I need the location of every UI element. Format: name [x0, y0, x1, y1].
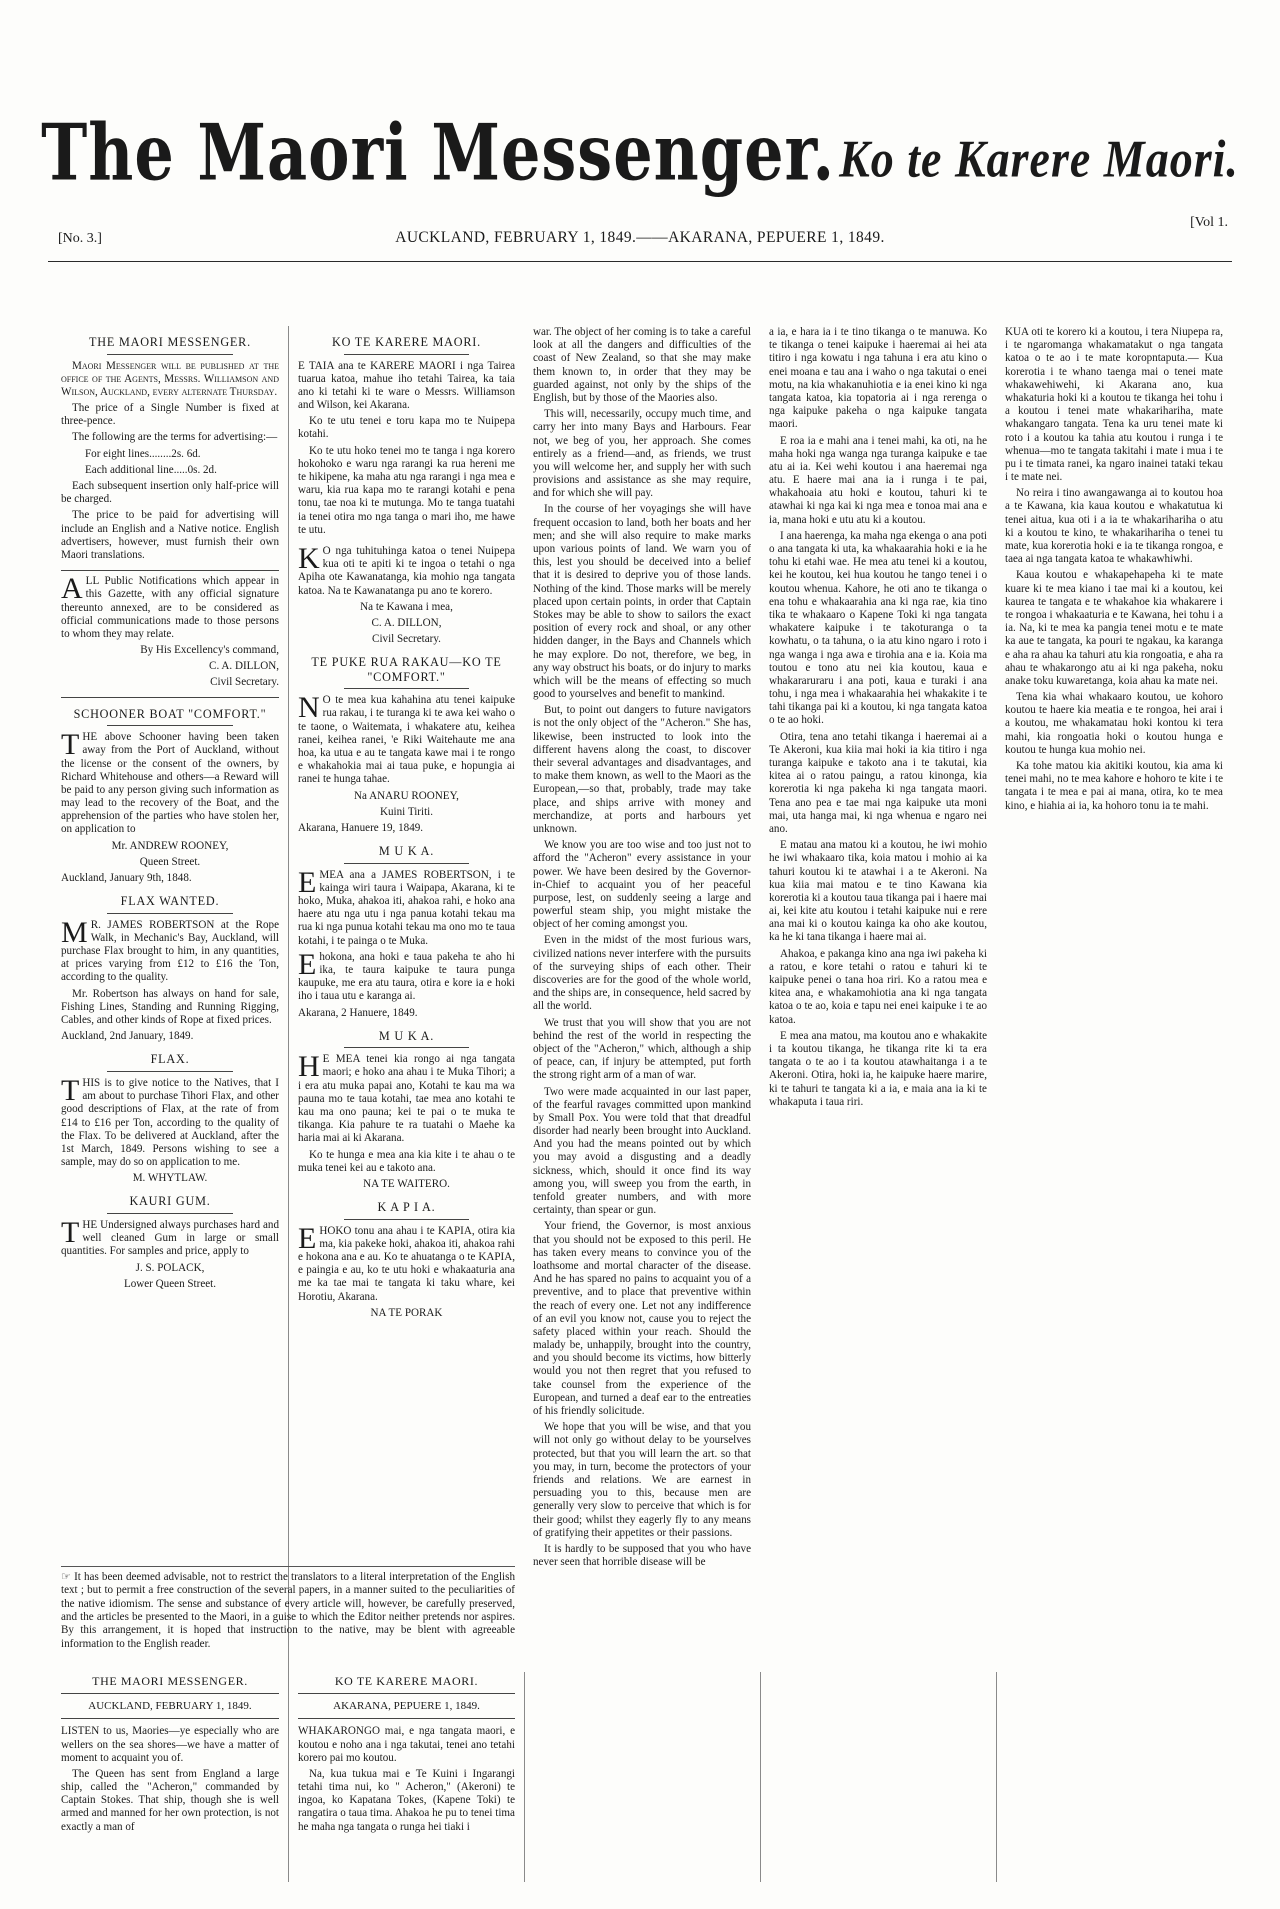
divider [298, 1693, 515, 1694]
col2-p5-date: Akarana, Hanuere 19, 1849. [298, 821, 424, 834]
col4-p2: E roa ia e mahi ana i tenei mahi, ka oti, na he maha hoki nga wanga nga turanga kaipuke e tae atu ai ia. Kei wehi koutou i ana haeremai nga atu. E haere mai ana ia i runga i te pai, whakahoaia atu hoki e koutou, tahuri ki te atawhai ki nga kai ki nga mea e tonoa mai ana e ia, mana hoki e utu atu ki a koutou. [769, 434, 987, 526]
column-3 [524, 326, 760, 1846]
col4-p3: I ana haerenga, ka maha nga ekenga o ana poti o ana tangata ki uta, ka whakaarahia hoki e ia he tohu ki etahi wae. He mea atu tenei ki a koutou, kei he koutou, kei hua koutou he tango tenei i o koutou whenua. Kahore, he oti ano te tikanga o ena tohu e whakaarahia ana ki nga rae, kia tino tika te whakaaro o Kapene Toki ki nga tangata whakatere kaipuke i te takoturanga o ta kowhatu, o ta tahuna, o ia atu kino ngaro i roto i nga wanga i nga awa e tirohia ana e ia. Koia ma toutou e tono atu nei kia koutou, kaua e whakararuraru i ana poti, kaua e turaki i ana tohu, i nga mea i whakaarahia hei whakakite i te tahi tikanga pai ki a koutou, ki nga tangata katoa o te ao hoki. [769, 529, 987, 727]
column-4 [760, 326, 996, 1846]
col1-p10-date: Auckland, 2nd January, 1849. [61, 1030, 194, 1043]
column-5 [996, 326, 1232, 1846]
col4-p7: E mea ana matou, ma koutou ano e whakakite i ta koutou tikanga, he tikanga rite ki ta era tangata o te ao i ta koutou atawhaitanga i a te Akeroni. Otira, hoki ia, he kaipuke haere marire, ki te tahuri te tangata ki a ia, e maia ana ia ki te whakaputa i taua riri. [769, 1029, 987, 1108]
col2-p1: E TAIA ana te KARERE MAORI i nga Tairea tuarua katoa, mahue iho tetahi Tairea, ka taia ano ki tetahi ki te ware o Messrs. Williamson and Wilson, kei Akarana. [298, 359, 515, 412]
bottom-col2-p1: WHAKARONGO mai, e nga tangata maori, e koutou e noho ana i nga takutai, tenei ano tetahi korero pai mo koutou. [298, 1725, 515, 1764]
bottom-col1-p1: LISTEN to us, Maories—ye especially who are wellers on the sea shores—we have a matter of moment to acquaint you of. [61, 1725, 279, 1764]
col3-p2: This will, necessarily, occupy much time, and carry her into many Bays and Harbours. Fear not, we beg of you, her approach. She comes entirely as a friend—and, as friends, we trust you will welcome her, and supply her with such provisions and assistance as she may require, and for which she will pay. [533, 408, 751, 500]
col1-p11: THIS is to give notice to the Natives, that I am about to purchase Tihori Flax, and other good descriptions of Flax, at the rate of from £14 to £16 per Ton, according to the quality of the Flax. To be delivered at Auckland, after the 1st March, 1849. Persons wishing to see a sample, may do so on application to me. [61, 1073, 279, 1169]
header-rule [48, 261, 1232, 262]
col2-p9-sig: NA TE WAITERO. [363, 1177, 450, 1190]
bottom-head-english: THE MAORI MESSENGER. [92, 1674, 248, 1688]
divider [298, 1718, 515, 1719]
col4-p5: E matau ana matou ki a koutou, he iwi mohio he iwi whakaaro tika, koia matou i mohio ai ka tahuri koutou ki te atawhai i a te Akeroni. Na kua kiia mai matou e te tino Kawana kia korerotia ki a koutou taua tikanga pai i haere mai ai, kei kite atu koutou i tetahi kaipuke nui e rere ana mai ki o koutou kainga ka oho ake koutou, ka he ki tana tikanga i haere mai ai. [769, 839, 987, 944]
divider [61, 1693, 279, 1694]
volume-number: [Vol 1. [1190, 215, 1228, 230]
col1-notice-sig2: C. A. DILLON, [209, 660, 279, 673]
col2-p4-sig2: C. A. DILLON, [371, 616, 442, 629]
col1-p12: THE Undersigned always purchases hard and well cleaned Gum in large or small quantities. For samples and price, apply to [61, 1215, 279, 1258]
col4-p11: Tena kia whai whakaaro koutou, ue kohoro koutou te haere kia meatia e te rongoa, hei arai i a koutou, me whakamatau hoki kontou ki tera mahi, kia rongoatia hoki o koutou hunga e koutou te hunga kua mohio nei. [1005, 691, 1223, 756]
col2-p7: Ehokona, ana hoki e taua pakeha te aho hi ika, te taura kaipuke te taura punga kaupuke, me era atu taura, otira e kore ia e hoki iho i taua utu e karanga ai. [298, 947, 515, 1003]
col1-rate-1: For eight lines........2s. 6d. [85, 447, 201, 460]
divider [107, 913, 233, 914]
bottom-column-5-spacer [996, 1672, 1232, 1882]
bottom-column-2 [288, 1672, 524, 1882]
bottom-col1-p2: The Queen has sent from England a large ship, called the "Acheron," commanded by Captain Stokes. That ship, though she is well armed and manned for her own protection, is not exactly a man of [61, 1767, 279, 1833]
divider [344, 1219, 469, 1220]
col2-p5-sig2: Kuini Tiriti. [379, 805, 434, 818]
col1-p10: Mr. Robertson has always on hand for sale, Fishing Lines, Standing and Running Rigging, Cables, and other kinds of Rope at fixed prices. [61, 987, 279, 1027]
divider [344, 1047, 469, 1048]
col4-p12: Ka tohe matou kia akitiki koutou, kia ama ki tenei mahi, no te mea kahore e hohoro te kite i te tangata i te mea e pai ai mana, otira, ko te mea kino, e hiahia ai ia, ka hohoro tonu ia te mahi. [1005, 760, 1223, 812]
bottom-column-3-spacer [524, 1672, 760, 1882]
col4-p8: KUA oti te korero ki a koutou, i tera Niupepa ra, i te ngaromanga whakamatakut o nga tangata katoa o te ao i te mate koropntaputa.— Kua korerotia i te whano taenga mai o tenei mate whakawehiwehi, ki Akarana ano, kua whakaturia hoki ki a koutou te tikanga hei tohu i a koutou i tenei mate whakarihariha, mate whakangaro tangata. Tena ka uru tenei mate ki roto i a koutou ka tahia atu koutou i runga i te whenua—mo te tangata takitahi i mate i mua i te pu i te timata ranei, ka ngaro inainei tataki tekau i te mate nei. [1005, 326, 1223, 484]
col1-p11-sig: M. WHYTLAW. [132, 1172, 208, 1185]
col2-p10: EHOKO tonu ana ahau i te KAPIA, otira kia ma, kia pakeke hoki, ahakoa iti, ahakoa rahi e hokona ana e au. Ko te ahuatanga o te KAPIA, e paingia e au, ko te utu hoki e whakaaturia ana me ka tae mai te tangata ki taku whare, kei Horotiu, Akarana. [298, 1221, 515, 1303]
col2-head-muka-2: M U K A. [378, 1028, 435, 1043]
editor-footnote [52, 1566, 524, 1654]
col1-p6: Each subsequent insertion only half-price will be charged. [61, 480, 279, 506]
col1-head-kauri-gum: KAURI GUM. [129, 1194, 211, 1209]
issue-number: [No. 3.] [58, 231, 102, 246]
col2-head-muka-1: M U K A. [378, 844, 435, 859]
col3-p11: It is hardly to be supposed that you who have never seen that horrible disease will be [533, 1542, 751, 1569]
col2-p5: NO te mea kua kahahina atu tenei kaipuke rua rakau, i te turanga ki te awa kei waho o te taone, o Waitemata, i whakatere atu, keihea ranei, keihea ranei, 'e Riki Waitehaute me ana hoa, ka utua e au te tangata kawe mai i te rongo e whakahokia mai ai taua puke, e hopungia ai ranei te hunga tahae. [298, 691, 515, 786]
divider [61, 1718, 279, 1719]
divider [107, 1213, 233, 1214]
bottom-date-maori: AKARANA, PEPUERE 1, 1849. [333, 1700, 480, 1713]
col2-head-kapia: K A P I A. [377, 1200, 436, 1215]
col1-notice-sig3: Civil Secretary. [210, 676, 279, 689]
col2-p3: Ko te utu hoko tenei mo te tanga i nga korero hokohoko e waru nga rarangi ka rua hereni me te hikipene, ka maha atu nga rarangi i nga mea e waru, kia rua kapa mo te rarangi kotahi e pena tonu, tae noa ki te mutunga. Mo te tanga tuatahi ia tenei otira mo nga tanga o mari iho, me hawe te utu. [298, 444, 515, 536]
divider [344, 688, 469, 689]
col1-p8: THE above Schooner having been taken away from the Port of Auckland, without the license or the consent of the owners, by Richard Whitehouse and others—a Reward will be paid to any person giving such information as may lead to the recovery of the Boat, and the apprehension of the parties who have stolen her, on application to [61, 728, 279, 836]
divider [107, 725, 233, 726]
col3-p5: We know you are too wise and too just not to afford the "Acheron" every assistance in your power. We have been desired by the Governor-in-Chief to acquaint you of her peaceful purpose, lest, on suddenly seeing a large and powerful steam ship, you might mistake the object of her coming amongst you. [533, 839, 751, 931]
bottom-head-maori: KO TE KARERE MAORI. [334, 1674, 479, 1688]
pointing-hand-icon: ☞ [61, 1571, 71, 1583]
col3-p8: Two were made acquainted in our last paper, of the fearful ravages committed upon mankind by Small Pox. You were told that that dreadful disorder had nearly been brought into Auckland. And you had the means pointed out by which you may avoid a disgusting and a deadly sickness, which, should it once find its way among you, will sweep you from the earth, in tenfold greater numbers, and with more certainty, than spear or gun. [533, 1085, 751, 1217]
col1-head-flax: FLAX. [150, 1052, 190, 1067]
bottom-column-1 [52, 1672, 288, 1882]
divider [344, 354, 469, 355]
official-notice [61, 570, 279, 698]
col3-p6: Even in the midst of the most furious wars, civilized nations never interfere with the pursuits of the surveying ships of each other. Their discoveries are for the good of the whole world, and the ships are, in consequence, held sacred by all the world. [533, 934, 751, 1013]
col1-p1: Maori Messenger will be published at the office of the Agents, Messrs. Williamson and Wilson, Auckland, every alternate Thursday. [61, 359, 279, 398]
col2-head-comfort: TE PUKE RUA RAKAU—KO TE "COMFORT." [311, 655, 502, 684]
col2-head-karere: KO TE KARERE MAORI. [331, 335, 482, 349]
divider [344, 863, 469, 864]
divider [107, 354, 233, 355]
col3-p9: Your friend, the Governor, is most anxious that you should not be exposed to this peril. He has taken every means to convince you of the loathsome and mortal character of the disease. And he has spared no pains to acquaint you of a preventive, and to place that preventive within the reach of every one. Let not any indifference of an evil you know not, cause you to reject the safety placed within your reach. Should the malady be, unhappily, brought into the country, and you should become its victims, how bitterly would you not then regret that you refused to take counsel from the experience of the European, and turned a deaf ear to the entreaties of his friendly solicitude. [533, 1220, 751, 1417]
col1-p9: MR. JAMES ROBERTSON at the Rope Walk, in Mechanic's Bay, Auckland, will purchase Flax brought to him, in any quantities, at prices varying from £12 to £16 the Ton, according to the quality. [61, 915, 279, 984]
col2-p4: KO nga tuhituhinga katoa o tenei Nuipepa kua oti te apiti ki te ingoa o tetahi o nga Apiha ote Kawanatanga, kia mohio nga tangata katoa. Na te Kawanatanga pu ano te korero. [298, 541, 515, 597]
col4-p1: a ia, e hara ia i te tino tikanga o te manuwa. Ko te tikanga o tenei kaipuke i haeremai ai hei ata titiro i nga kowatu i nga tahuna i era atu kino o enei moana e tau ana i waho o nga takutai o enei motu, na kia whakanuhiotia e ia enei kino ki nga tangata katoa, kia topatoria ai i nga rerenga o nga kaipuke pakeha o nga kaipuke tangata maori. [769, 326, 987, 431]
col1-p3: The following are the terms for advertising:— [72, 431, 278, 444]
col1-notice: ALL Public Notifications which appear in this Gazette, with any official signature thereunto annexed, are to be considered as official communications made to those persons to whom they may relate. [61, 572, 279, 640]
col4-p6: Ahakoa, e pakanga kino ana nga iwi pakeha ki a ratou, e kore tetahi o ratou e tahuri ki te kaipuke penei o tana hoa riri. Ko a ratou mea e kitea ana, e whakamohiotia ana ki nga tangata katoa o te ao, koia e tapu nei enei kaipuke i te ao katoa. [769, 947, 987, 1026]
col3-p10: We hope that you will be wise, and that you will not only go without delay to be yourselves protected, but that you will learn the art. so that you may, in turn, become the protectors of your friends and relations. We are earnest in persuading you to this, because men are generally very slow to perceive that which is for their good; whilst they eagerly fly to any means of gratifying their appetites or their passions. [533, 1421, 751, 1539]
bottom-date-english: AUCKLAND, FEBRUARY 1, 1849. [88, 1700, 252, 1713]
col1-p8-sig2: Queen Street. [139, 855, 201, 868]
col1-head-messenger: THE MAORI MESSENGER. [89, 335, 251, 349]
col2-p9: Ko te hunga e mea ana kia kite i te ahau o te muka tenei kei au e takoto ana. [298, 1148, 515, 1174]
masthead-subtitle: Ko te Karere Maori. [839, 129, 1239, 188]
col1-p12-sig1: J. S. POLACK, [135, 1261, 205, 1274]
col3-p4: But, to point out dangers to future navigators is not the only object of the "Acheron." She has, likewise, been instructed to look into the different havens along the coast, to discover their several advantages and disadvantages, and to make them known, as well to the Maori as the European,—so that, probably, trade may take place, and ships arrive with money and merchandize, at ports and harbours yet unknown. [533, 704, 751, 835]
bottom-columns [52, 1672, 1232, 1882]
col1-p2: The price of a Single Number is fixed at three-pence. [61, 402, 279, 428]
col2-p8: HE MEA tenei kia rongo ai nga tangata maori; e hoko ana ahau i te Muka Tihori; a i era atu muka papai ano, Kotahi te kau ma wa pauna mo te taua kotahi, tae mea ano kotahi te kau ma ono pauna; kei te pai o te muka te tikanga. Kia pahure te ra tuatahi o Maehe ka haria mai ai ki Akarana. [298, 1050, 515, 1145]
col3-p3: In the course of her voyagings she will have frequent occasion to land, both her boats and her men; and she will also require to make marks upon various points of land. We warn you of this, lest you should be deceived into a belief that it is desired to deprive you of those lands. Nothing of the kind. Those marks will be merely placed upon certain points, in order that Captain Stokes may be able to show to sailors the exact position of every rock and shoal, or any other hidden danger, in the Bays and Channels which he may explore. Do not, therefore, we beg, in any way obstruct his boats, or do injury to marks which will be the means of effecting so much good to yourselves and benefit to mankind. [533, 503, 751, 701]
col2-p6: EMEA ana a JAMES ROBERTSON, i te kainga wiri taura i Waipapa, Akarana, ki te hoko, Muka, ahakoa iti, ahakoa rahi, e hoko ana haere atu nga utu i nga panua kotahi tekau ma rua ki nga punua kotahi tekau ma ono mo te taua kotahi, i te painga o te Muka. [298, 865, 515, 947]
col2-p4-sig1: Na te Kawana i mea, [360, 600, 453, 613]
masthead-title: The Maori Messenger. [41, 106, 836, 198]
bottom-column-4-spacer [760, 1672, 996, 1882]
footnote-text [61, 1571, 515, 1651]
masthead [0, 0, 1280, 198]
divider [107, 1071, 233, 1072]
col2-p5-sig1: Na ANARU ROONEY, [354, 789, 459, 802]
col1-p8-sig1: Mr. ANDREW ROONEY, [111, 839, 229, 852]
footnote-body: It has been deemed advisable, not to restrict the translators to a literal interpretation of the English text ; but to permit a free construction of the several papers, in a manner suited to the peculiarities of the native idiomism. The sense and substance of every article will, however, be carefully preserved, and the articles be presented to the Maori, in a guise to which the Editor neither pretends nor aspires. By this arrangement, it is hoped that instruction to the native, may be blent with agreeable information to the English reader. [61, 1571, 515, 1650]
col1-head-schooner: SCHOONER BOAT "COMFORT." [73, 706, 267, 721]
col1-notice-sig1: By His Excellency's command, [140, 644, 279, 657]
col2-p10-sig: NA TE PORAK [370, 1306, 443, 1319]
dateline-text: AUCKLAND, FEBRUARY 1, 1849.——AKARANA, PEPUERE 1, 1849. [395, 229, 885, 246]
col1-p7: The price to be paid for advertising will include an English and a Native notice. English advertisers, however, must furnish their own Maori translations. [61, 509, 279, 561]
col2-p4-sig3: Civil Secretary. [372, 633, 441, 646]
bottom-col2-p2: Na, kua tukua mai e Te Kuini i Ingarangi tetahi tima nui, ko " Acheron," (Akeroni) te ingoa, ko Kapatana Tokes, (Kapene Toki) te rangatira o taua tima. Ahakoa he pu to tenei tima he maha nga tangata o runga hei tiaki i [298, 1767, 515, 1833]
col4-p9: No reira i tino awangawanga ai to koutou hoa a te Kawana, kia kaua koutou e whakatutua ki tenei aitua, kua oti i a ia te whakarihariha o atu ki a koutou te kino, te whakarihariha o tenei tu mate, kua korerotia hoki e ia te tikanga rongoa, e taea ai nga tangata katoa te whakawhiwhi. [1005, 487, 1223, 566]
col1-p8-date: Auckland, January 9th, 1848. [61, 872, 192, 885]
col2-p2: Ko te utu tenei e toru kapa mo te Nuipepa kotahi. [298, 415, 515, 441]
col1-head-flax-wanted: FLAX WANTED. [120, 894, 220, 909]
col4-p10: Kaua koutou e whakapehapeha ki te mate kuare ki te mea kiano i tae mai ki a koutou, kei kaurea te tangata e te whakahoe kia whakarere i te rongoa i whakaaturia e te Kawana, hei tohu i a ia. Na, ki te mea ka pangia tenei motu e te mate ka aue te tangata, ka pouri te ngakau, ka karanga e aha ra ahau ka tahuri atu kia rongoatia, e aha ra ahau te whakarongo atu ai ki nga pakeha, noku anake toku kuwaretanga, koia ahau ka mate nei. [1005, 569, 1223, 687]
col3-p1: war. The object of her coming is to take a careful look at all the dangers and difficulties of the coast of New Zealand, so that she may make them known to, in order that they may be guarded against, not only by the ships of the English, but by those of the Maories also. [533, 326, 751, 404]
col1-p12-sig2: Lower Queen Street. [123, 1277, 217, 1290]
col3-p7: We trust that you will show that you are not behind the rest of the world in respecting the object of the "Acheron," which, although a ship of peace, can, if injury be attempted, put forth the strong right arm of a man of war. [533, 1016, 751, 1082]
col2-p7-date: Akarana, 2 Hanuere, 1849. [298, 1006, 418, 1019]
col1-rate-2: Each additional line.....0s. 2d. [85, 463, 217, 476]
col4-p4: Otira, tena ano tetahi tikanga i haeremai ai a Te Akeroni, kua kiia mai hoki ia kia titiro i nga turanga kaipuke e takoto ana i te takutai, kia kitea ai o ratou paingu, a ratou kinonga, kia korerotia ki nga pakeha ki nga tangata maori. Tena ano pea e tae mai nga kaipuke uta moni mai, uta hanga mai, ki nga whenua e ngaro nei ano. [769, 730, 987, 835]
dateline [52, 215, 1228, 255]
